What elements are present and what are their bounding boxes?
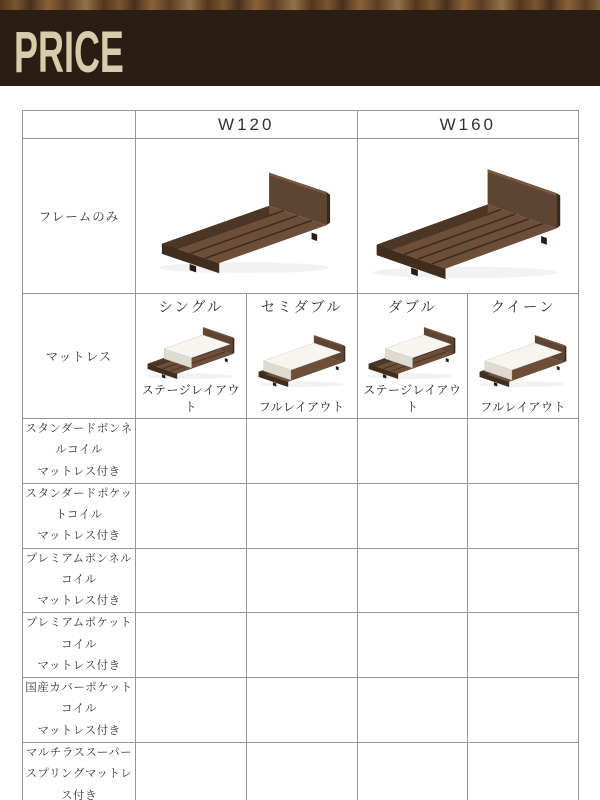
size-header-semidouble: セミダブル — [260, 300, 343, 316]
option-label-line2: マットレス付き — [37, 530, 121, 543]
price-cell — [468, 742, 579, 800]
frame-only-row — [23, 139, 579, 294]
option-label — [23, 483, 136, 548]
option-row-domestic-cover-pocket — [23, 678, 579, 743]
price-cell — [357, 419, 468, 484]
option-label-line1: スタンダードポケットコイル — [25, 487, 133, 522]
frame-only-label: フレームのみ — [23, 139, 136, 294]
mattress-cell-double — [357, 294, 468, 419]
option-label-line1: プレミアムボンネルコイル — [25, 552, 133, 586]
option-label-line2: マットレス付き — [37, 595, 121, 608]
option-label-line1: 国産カバーポケットコイル — [25, 682, 133, 716]
price-cell — [468, 613, 579, 678]
option-row-premium-pocket — [23, 613, 579, 678]
bed-frame-w120-image — [149, 155, 343, 277]
frame-photo-cell-w160 — [357, 139, 579, 294]
bed-mattress-stage-image — [141, 318, 241, 381]
price-cell — [357, 483, 468, 548]
price-cell — [246, 742, 357, 800]
price-table — [22, 110, 579, 800]
wood-texture-strip — [0, 0, 600, 10]
bed-mattress-stage-image — [362, 318, 462, 381]
mattress-cell-semidouble — [246, 294, 357, 419]
option-label — [23, 548, 136, 613]
price-cell — [246, 483, 357, 548]
width-header-row — [23, 111, 579, 139]
mattress-cell-queen — [468, 294, 579, 419]
price-cell — [136, 742, 247, 800]
price-cell — [246, 613, 357, 678]
header-cell-w120: W120 — [136, 111, 358, 139]
layout-label-stage: ステージレイアウト — [363, 383, 462, 414]
corner-cell — [23, 111, 136, 139]
price-cell — [136, 613, 247, 678]
bed-frame-w160-image — [365, 152, 571, 281]
price-cell — [357, 678, 468, 743]
price-cell — [468, 678, 579, 743]
option-label — [23, 613, 136, 678]
bed-mattress-full-image — [473, 326, 573, 389]
price-cell — [136, 548, 247, 613]
layout-label-full: フルレイアウト — [480, 400, 567, 414]
option-label — [23, 419, 136, 484]
mattress-row — [23, 294, 579, 419]
frame-photo-cell-w120 — [136, 139, 358, 294]
option-label-line2: スプリングマットレス付き — [25, 768, 133, 800]
option-row-standard-pocket — [23, 483, 579, 548]
option-label-line1: スタンダードボンネルコイル — [25, 423, 133, 457]
price-cell — [246, 419, 357, 484]
price-cell — [468, 483, 579, 548]
size-header-double: ダブル — [387, 300, 437, 316]
option-row-multilass-spring — [23, 742, 579, 800]
price-cell — [246, 548, 357, 613]
layout-label-full: フルレイアウト — [258, 400, 345, 414]
price-cell — [136, 419, 247, 484]
price-cell — [357, 742, 468, 800]
layout-label-stage: ステージレイアウト — [141, 383, 240, 414]
option-label — [23, 742, 136, 800]
option-label — [23, 678, 136, 743]
size-header-single: シングル — [158, 300, 224, 316]
option-label-line1: プレミアムポケットコイル — [25, 617, 133, 651]
bed-mattress-full-image — [252, 326, 352, 389]
price-cell — [357, 613, 468, 678]
price-cell — [468, 548, 579, 613]
header-band — [0, 10, 600, 86]
price-cell — [246, 678, 357, 743]
mattress-label: マットレス — [23, 294, 136, 419]
price-cell — [468, 419, 579, 484]
option-label-line2: マットレス付き — [37, 465, 121, 478]
price-cell — [136, 483, 247, 548]
option-row-standard-bonnell — [23, 419, 579, 484]
size-header-queen: クイーン — [490, 300, 556, 316]
option-label-line1: マルチラススーパー — [25, 746, 133, 759]
price-cell — [136, 678, 247, 743]
price-cell — [357, 548, 468, 613]
mattress-cell-single — [136, 294, 247, 419]
option-row-premium-bonnell — [23, 548, 579, 613]
option-label-line2: マットレス付き — [37, 724, 121, 737]
page-title: PRICE — [14, 20, 124, 85]
header-cell-w160: W160 — [357, 111, 579, 139]
option-label-line2: マットレス付き — [37, 659, 121, 672]
